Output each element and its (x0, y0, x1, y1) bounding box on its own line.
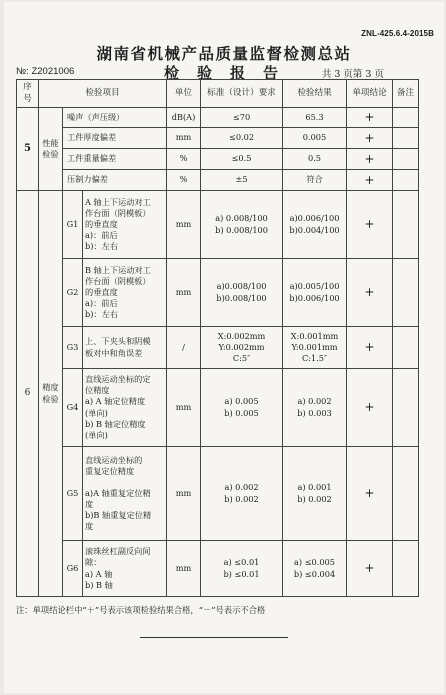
item-line: 度 (85, 521, 94, 532)
standard-line: b)0.008/100 (216, 292, 267, 303)
result-line: a)0.005/100 (289, 281, 340, 292)
conclusion-mark: + (347, 259, 393, 327)
unit-cell: mm (167, 447, 201, 541)
result-cell (283, 447, 347, 541)
item-line: B 轴上下运动对工 (85, 264, 151, 275)
item-line: 隙： (85, 557, 102, 568)
table-row (17, 327, 419, 369)
item-line: a) A 轴 (85, 568, 113, 579)
organization-title: 湖南省机械产品质量监督检测总站 (96, 44, 352, 63)
item-line: b)：左右 (85, 241, 118, 252)
standard-cell: ±5 (201, 170, 283, 191)
item-line: (单向) (85, 429, 108, 440)
standard-cell (201, 369, 283, 447)
result-line: X:0.001mm (290, 330, 339, 341)
standard-line: Y:0.002mm (218, 341, 265, 352)
item-line: 上、下夹头和阴模 (85, 336, 151, 347)
item-line: b)B 轴重复定位精 (85, 510, 152, 521)
result-line: a) ≤0.005 (294, 557, 335, 568)
item-line: 的垂直度 (85, 286, 118, 297)
table-row (17, 170, 419, 191)
remark-cell (393, 541, 419, 597)
standard-line: b) 0.005 (224, 407, 259, 418)
conclusion-mark: + (347, 191, 393, 259)
item-code: G2 (63, 259, 83, 327)
table-row (17, 108, 419, 128)
result-line: b) ≤0.004 (293, 568, 336, 579)
item-line: 的垂直度 (85, 218, 118, 229)
remark-cell (393, 191, 419, 259)
standard-line: a)0.008/100 (216, 281, 267, 292)
standard-line: C:5″ (232, 353, 251, 364)
item-code: G4 (63, 369, 83, 447)
remark-cell (393, 149, 419, 170)
standard-cell: ≤70 (201, 108, 283, 128)
table-row (17, 541, 419, 597)
unit-cell: mm (167, 128, 201, 149)
item-name: 工件重量偏差 (63, 149, 167, 170)
item-code: G3 (63, 327, 83, 369)
item-name (83, 327, 167, 369)
item-line: a) A 轴定位精度 (85, 396, 146, 407)
unit-cell: mm (167, 541, 201, 597)
remark-cell (393, 447, 419, 541)
table-row (17, 369, 419, 447)
standard-cell (201, 191, 283, 259)
result-line: a)0.006/100 (289, 213, 340, 224)
item-name (83, 191, 167, 259)
item-line: 直线运动坐标的 (85, 454, 143, 465)
header-seq: 序号 (17, 80, 39, 108)
item-name: 噪声（声压级） (63, 108, 167, 128)
unit-cell: % (167, 149, 201, 170)
standard-cell: ≤0.02 (201, 128, 283, 149)
result-line: b) 0.003 (297, 407, 332, 418)
remark-cell (393, 170, 419, 191)
unit-cell: mm (167, 369, 201, 447)
result-cell: 65.3 (283, 108, 347, 128)
conclusion-mark: + (347, 149, 393, 170)
header-conclusion: 单项结论 (347, 80, 393, 108)
item-line: 直线运动坐标的定 (85, 374, 151, 385)
standard-line: a) ≤0.01 (223, 557, 260, 568)
footnote: 注：单项结论栏中“＋”号表示该项检验结果合格，“－”号表示不合格 (16, 605, 266, 615)
result-line: a) 0.001 (297, 482, 332, 493)
header-unit: 单位 (167, 80, 201, 108)
item-line: 板对中和角误差 (85, 347, 143, 358)
item-line: (单向) (85, 407, 108, 418)
inspection-table (16, 79, 419, 597)
standard-cell (201, 541, 283, 597)
result-cell (283, 327, 347, 369)
result-cell: 0.5 (283, 149, 347, 170)
item-name (83, 259, 167, 327)
page-info: 共 3 页第 3 页 (321, 69, 384, 80)
item-line: 作台面（阴模板） (85, 275, 151, 286)
item-line: a)：前后 (85, 298, 118, 309)
standard-cell (201, 447, 283, 541)
remark-cell (393, 369, 419, 447)
remark-cell (393, 108, 419, 128)
standard-line: X:0.002mm (217, 330, 266, 341)
unit-cell: mm (167, 259, 201, 327)
item-line: A 轴上下运动对工 (85, 196, 151, 207)
item-code: G5 (63, 447, 83, 541)
section-name: 性能检验 (39, 108, 63, 191)
table-header-row (17, 80, 419, 108)
result-cell (283, 191, 347, 259)
header-result: 检验结果 (283, 80, 347, 108)
item-line: b) B 轴 (85, 579, 113, 590)
item-line: b)：左右 (85, 309, 118, 320)
conclusion-mark: + (347, 447, 393, 541)
unit-cell: mm (167, 191, 201, 259)
standard-line: b) 0.002 (224, 493, 259, 504)
result-cell (283, 541, 347, 597)
document-code: ZNL-425.6.4-2015B (361, 29, 434, 38)
standard-cell (201, 259, 283, 327)
section-name: 精度检验 (39, 191, 63, 597)
header-remark: 备注 (393, 80, 419, 108)
section-number: 6 (17, 191, 39, 597)
conclusion-mark: + (347, 327, 393, 369)
header-item: 检验项目 (39, 80, 167, 108)
result-cell (283, 259, 347, 327)
conclusion-mark: + (347, 170, 393, 191)
remark-cell (393, 327, 419, 369)
item-name (83, 541, 167, 597)
standard-line: b) 0.008/100 (215, 224, 268, 235)
result-cell: 符合 (283, 170, 347, 191)
item-code: G6 (63, 541, 83, 597)
item-line: 滚珠丝杠副反向间 (85, 546, 151, 557)
item-line: 度 (85, 499, 94, 509)
unit-cell: dB(A) (167, 108, 201, 128)
report-number: №: Z2021006 (16, 66, 75, 77)
item-line: 重复定位精度 (85, 465, 135, 476)
item-line: 作台面（阴模板） (85, 207, 151, 218)
table-row (17, 259, 419, 327)
result-line: a) 0.002 (297, 396, 332, 407)
conclusion-mark: + (347, 108, 393, 128)
header-standard: 标准（设计）要求 (201, 80, 283, 108)
result-cell (283, 369, 347, 447)
item-name: 工件厚度偏差 (63, 128, 167, 149)
item-line: b) B 轴定位精度 (85, 418, 146, 429)
item-line: a)：前后 (85, 230, 118, 241)
standard-cell (201, 327, 283, 369)
standard-line: a) 0.008/100 (215, 213, 268, 224)
table-row (17, 149, 419, 170)
remark-cell (393, 128, 419, 149)
conclusion-mark: + (347, 369, 393, 447)
conclusion-mark: + (347, 128, 393, 149)
standard-line: b) ≤0.01 (223, 568, 260, 579)
item-code: G1 (63, 191, 83, 259)
item-name: 压制力偏差 (63, 170, 167, 191)
result-line: b)0.004/100 (289, 224, 340, 235)
result-line: C:1.5″ (301, 353, 328, 364)
table-row (17, 447, 419, 541)
result-line: b)0.006/100 (289, 292, 340, 303)
result-line: b) 0.002 (297, 493, 332, 504)
table-row (17, 191, 419, 259)
signature-line (140, 637, 288, 638)
remark-cell (393, 259, 419, 327)
unit-cell: / (167, 327, 201, 369)
result-cell: 0.005 (283, 128, 347, 149)
section-number: 5 (17, 108, 39, 191)
report-title: 检验报告 (163, 64, 296, 82)
item-name (83, 447, 167, 541)
standard-line: a) 0.005 (224, 396, 259, 407)
item-line: a)A 轴重复定位精 (85, 487, 151, 498)
item-name (83, 369, 167, 447)
conclusion-mark: + (347, 541, 393, 597)
result-line: Y:0.001mm (291, 341, 338, 352)
standard-line: a) 0.002 (224, 482, 259, 493)
unit-cell: % (167, 170, 201, 191)
item-line (85, 477, 164, 488)
item-line: 位精度 (85, 385, 110, 396)
standard-cell: ≤0.5 (201, 149, 283, 170)
table-row (17, 128, 419, 149)
